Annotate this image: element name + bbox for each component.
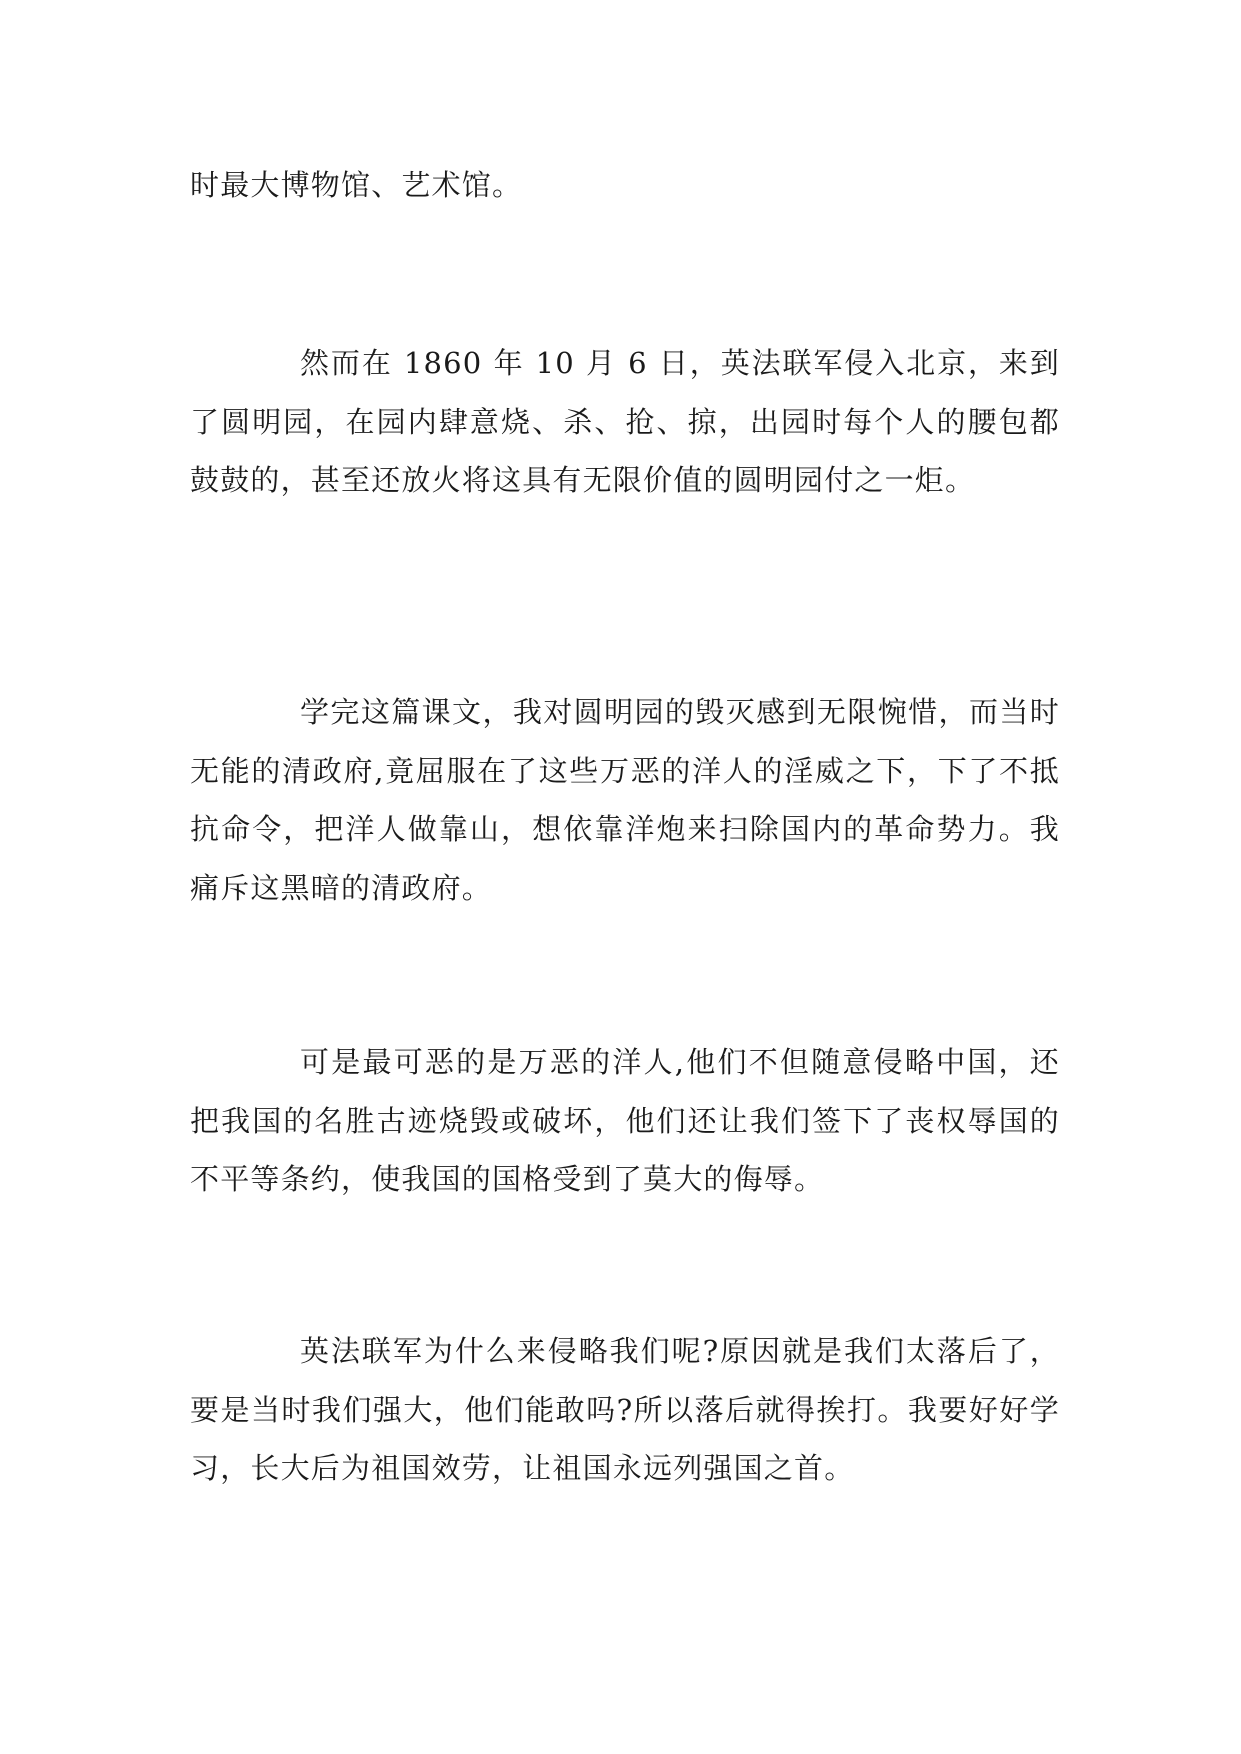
paragraph-qing-government: 学完这篇课文，我对圆明园的毁灭感到无限惋惜，而当时无能的清政府,竟屈服在了这些万恶的洋人的淫威之下，下了不抵抗命令，把洋人做靠山，想依靠洋炮来扫除国内的革命势力。我痛斥这黑暗的清政府。 (190, 695, 1060, 905)
paragraph-continued: 时最大博物馆、艺术馆。 (190, 168, 523, 202)
paragraph-foreigners: 可是最可恶的是万恶的洋人,他们不但随意侵略中国，还把我国的名胜古迹烧毁或破坏，他们还让我们签下了丧权辱国的不平等条约，使我国的国格受到了莫大的侮辱。 (190, 1045, 1060, 1196)
paragraph-invasion: 然而在 1860 年 10 月 6 日，英法联军侵入北京，来到了圆明园，在园内肆意烧、杀、抢、掠，出园时每个人的腰包都鼓鼓的，甚至还放火将这具有无限价值的圆明园付之一炬。 (190, 346, 1060, 497)
paragraph-conclusion: 英法联军为什么来侵略我们呢?原因就是我们太落后了，要是当时我们强大，他们能敢吗?所以落后就得挨打。我要好好学习，长大后为祖国效劳，让祖国永远列强国之首。 (190, 1334, 1060, 1485)
